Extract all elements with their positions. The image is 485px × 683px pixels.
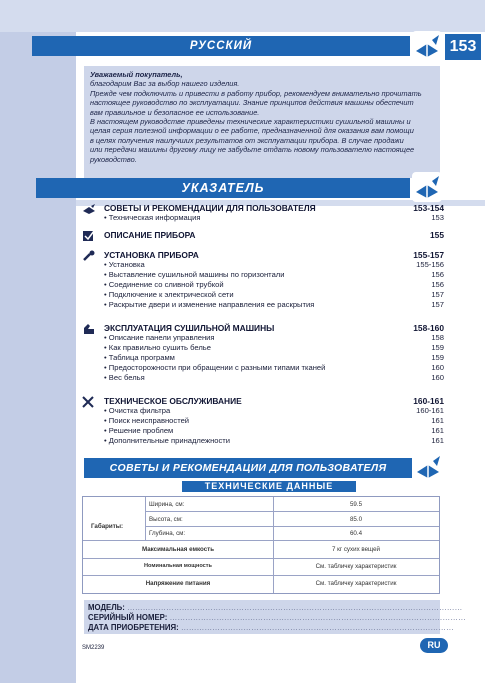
dim-depth-value: 60.4 xyxy=(349,530,363,537)
tips-title: СОВЕТЫ И РЕКОМЕНДАЦИИ ДЛЯ ПОЛЬЗОВАТЕЛЯ xyxy=(109,462,387,474)
voltage-label: Напряжение питания xyxy=(145,580,211,587)
toc-item: • Дополнительные принадлежности 161 xyxy=(104,436,444,445)
book-icon xyxy=(412,172,442,202)
toc-item: • Решение проблем 161 xyxy=(104,426,444,435)
intro-line: вам правильное и безопасное ее использование. xyxy=(90,107,260,117)
tech-data-title: ТЕХНИЧЕСКИЕ ДАННЫЕ xyxy=(182,481,356,492)
dim-width-label: Ширина, см: xyxy=(149,501,185,508)
left-strip xyxy=(0,0,76,683)
toc-page: 153-154 xyxy=(413,203,444,213)
header-book-icon-box xyxy=(412,31,442,61)
book-icon xyxy=(413,452,443,482)
dim-height-value: 85.0 xyxy=(349,516,363,523)
toc-item: • Описание панели управления 158 xyxy=(104,333,444,342)
toc-section-title: УСТАНОВКА ПРИБОРА 155-157 xyxy=(104,250,444,260)
toc-section-description xyxy=(82,230,444,240)
toc-item: • Поиск неисправностей 161 xyxy=(104,416,444,425)
intro-line: Прежде чем подключить и привести в работу прибор, рекомендуем внимательно прочитать xyxy=(90,88,422,98)
book-icon xyxy=(412,31,442,61)
capacity-label: Максимальная емкость xyxy=(141,546,215,553)
language-badge: RU xyxy=(420,638,448,653)
dim-width-value: 59.5 xyxy=(349,501,363,508)
toc-section-title: ТЕХНИЧЕСКОЕ ОБСЛУЖИВАНИЕ 160-161 xyxy=(104,396,444,406)
tech-table xyxy=(82,496,440,594)
voltage-value: См. табличку характеристик xyxy=(315,580,397,587)
tips-header xyxy=(84,458,412,478)
toc-item: • Техническая информация 153 xyxy=(104,213,444,222)
intro-line: или передачи машины другому лицу не забудьте отдать новому пользователю настоящее xyxy=(90,145,415,155)
toc-item: • Таблица программ 159 xyxy=(104,353,444,362)
intro-panel xyxy=(84,66,440,178)
intro-line: целая серия полезной информации о ее работе, предназначенной для оказания вам помощи xyxy=(90,126,414,136)
toc-item: • Вес белья 160 xyxy=(104,373,444,382)
toc-item: • Выставление сушильной машины по горизонтали 156 xyxy=(104,270,444,279)
power-label: Номинальная мощность xyxy=(144,563,212,569)
toc-section-title: ОПИСАНИЕ ПРИБОРА 155 xyxy=(104,230,444,240)
toc-item: • Очистка фильтра 160-161 xyxy=(104,406,444,415)
dim-depth-label: Глубина, см: xyxy=(149,530,186,537)
dim-height-label: Высота, см: xyxy=(149,516,183,523)
index-book-icon-box xyxy=(412,172,442,202)
toc-section-maintenance xyxy=(82,396,444,446)
power-value: См. табличку характеристик xyxy=(315,563,397,570)
top-band xyxy=(0,0,485,32)
intro-greeting: Уважаемый покупатель, xyxy=(90,70,183,79)
toc-item: • Раскрытие двери и изменение направления ее раскрытия 157 xyxy=(104,300,444,309)
toc-item: • Как правильно сушить белье 159 xyxy=(104,343,444,352)
toc-section-title: СОВЕТЫ И РЕКОМЕНДАЦИИ ДЛЯ ПОЛЬЗОВАТЕЛЯ 153-154 xyxy=(104,203,444,213)
toc-item: • Подключение к электрической сети 157 xyxy=(104,290,444,299)
intro-line: руководство. xyxy=(90,154,137,164)
date-row: ДАТА ПРИОБРЕТЕНИЯ: …………………………………………………………………………………………… xyxy=(88,623,454,632)
toc-item: • Соединение со сливной трубкой 156 xyxy=(104,280,444,289)
tips-book-icon-box xyxy=(413,452,443,482)
language-title: РУССКИЙ xyxy=(189,40,253,52)
model-panel xyxy=(84,600,466,634)
toc-section-title: ЭКСПЛУАТАЦИЯ СУШИЛЬНОЙ МАШИНЫ 158-160 xyxy=(104,323,444,333)
serial-row: СЕРИЙНЫЙ НОМЕР: …………………………………………………………………………………………………… xyxy=(88,613,466,622)
page-number: 153 xyxy=(445,34,481,60)
toc-page: 160-161 xyxy=(413,396,444,406)
toc-item: • Предосторожности при обращении с разными типами тканей 160 xyxy=(104,363,444,372)
language-header xyxy=(32,36,410,56)
intro-line: в целях получения наилучших результатов от эксплуатации прибора. В случае продажи xyxy=(90,135,404,145)
toc-page: 158-160 xyxy=(413,323,444,333)
index-title: УКАЗАТЕЛЬ xyxy=(181,181,265,195)
capacity-value: 7 кг сухих вещей xyxy=(332,546,380,553)
toc-section-operation xyxy=(82,323,444,383)
dims-label: Габариты: xyxy=(91,523,124,530)
toc-page: 155 xyxy=(430,230,444,240)
intro-line: настоящее руководство по эксплуатации. Знание принципов действия машины обеспечит xyxy=(90,98,414,108)
toc-section-tips xyxy=(82,203,444,223)
intro-line: благодарим Вас за выбор нашего изделия. xyxy=(90,79,240,89)
toc-page: 155-157 xyxy=(413,250,444,260)
model-row: МОДЕЛЬ: ………………………………………………………………………………………………………………… xyxy=(88,603,463,612)
index-header xyxy=(36,178,410,198)
intro-line: В настоящем руководстве приведены технические характеристики сушильной машины и xyxy=(90,117,411,127)
toc-item: • Установка 155-156 xyxy=(104,260,444,269)
toc-section-installation xyxy=(82,250,444,310)
doc-code: SM2239 xyxy=(82,645,105,651)
